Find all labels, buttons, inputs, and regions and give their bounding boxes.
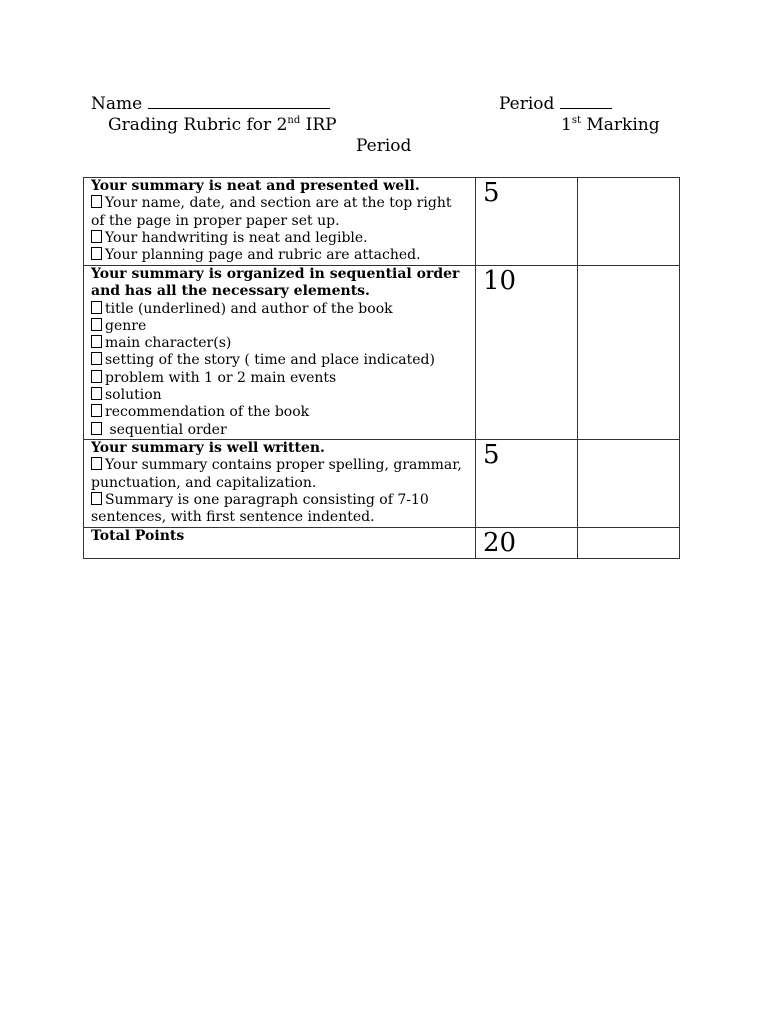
score-cell[interactable] [578, 178, 680, 266]
rubric-title-suffix: IRP [300, 115, 337, 135]
total-label: Total Points [91, 528, 185, 544]
rubric-table [83, 177, 680, 559]
points-cell: 5 [476, 178, 578, 266]
criteria-item: main character(s) [91, 335, 469, 352]
rubric-title-prefix: Grading Rubric for 2 [108, 115, 288, 135]
criteria-cell [84, 266, 476, 440]
rubric-title-sup: nd [287, 115, 301, 126]
marking-period-wrap [356, 136, 411, 156]
name-blank[interactable] [148, 94, 330, 109]
criteria-title: Your summary is organized in sequential order and has all the necessary elements. [91, 266, 460, 300]
criteria-cell [84, 440, 476, 528]
checkbox-icon [91, 247, 102, 260]
criteria-item: title (underlined) and author of the book [91, 301, 469, 318]
criteria-item: Your handwriting is neat and legible. [91, 230, 469, 247]
criteria-item: Your summary contains proper spelling, grammar, punctuation, and capitalization. [91, 457, 462, 491]
checkbox-icon [91, 318, 102, 331]
total-label-cell [84, 528, 476, 559]
period-blank[interactable] [560, 94, 612, 109]
period-wrap-text: Period [356, 136, 412, 156]
checkbox-icon [91, 195, 102, 208]
checkbox-icon [91, 422, 102, 435]
checkbox-icon [91, 230, 102, 243]
header-period-line [499, 94, 612, 114]
name-label: Name [91, 94, 143, 114]
marking-period [561, 115, 660, 135]
criteria-cell [84, 178, 476, 266]
criteria-item: solution [91, 387, 469, 404]
points-cell: 5 [476, 440, 578, 528]
criteria-item: Your name, date, and section are at the top right of the page in proper paper set up. [91, 195, 452, 229]
checkbox-icon [91, 352, 102, 365]
criteria-item: sequential order [91, 422, 469, 439]
marking-suffix: Marking [580, 115, 660, 135]
total-row [84, 528, 680, 559]
score-cell[interactable] [578, 266, 680, 440]
criteria-item: genre [91, 318, 469, 335]
total-points-cell: 20 [476, 528, 578, 559]
checkbox-icon [91, 335, 102, 348]
criteria-item: Your planning page and rubric are attached. [91, 247, 469, 264]
criteria-item: setting of the story ( time and place indicated) [91, 352, 469, 369]
checkbox-icon [91, 492, 102, 505]
rubric-row [84, 266, 680, 440]
score-cell[interactable] [578, 440, 680, 528]
criteria-title: Your summary is well written. [91, 440, 325, 456]
criteria-item: Summary is one paragraph consisting of 7-10 sentences, with first sentence indented. [91, 491, 429, 526]
header-name-line [91, 94, 330, 114]
rubric-row [84, 440, 680, 528]
checkbox-icon [91, 301, 102, 314]
period-label: Period [499, 94, 555, 114]
criteria-item: problem with 1 or 2 main events [91, 370, 469, 387]
marking-prefix: 1 [561, 115, 572, 135]
criteria-item: recommendation of the book [91, 404, 469, 421]
rubric-row [84, 178, 680, 266]
marking-sup: st [571, 115, 581, 126]
rubric-title [108, 115, 337, 135]
checkbox-icon [91, 457, 102, 470]
total-score-cell[interactable] [578, 528, 680, 559]
checkbox-icon [91, 404, 102, 417]
checkbox-icon [91, 387, 102, 400]
criteria-title: Your summary is neat and presented well. [91, 178, 420, 194]
checkbox-icon [91, 370, 102, 383]
points-cell: 10 [476, 266, 578, 440]
